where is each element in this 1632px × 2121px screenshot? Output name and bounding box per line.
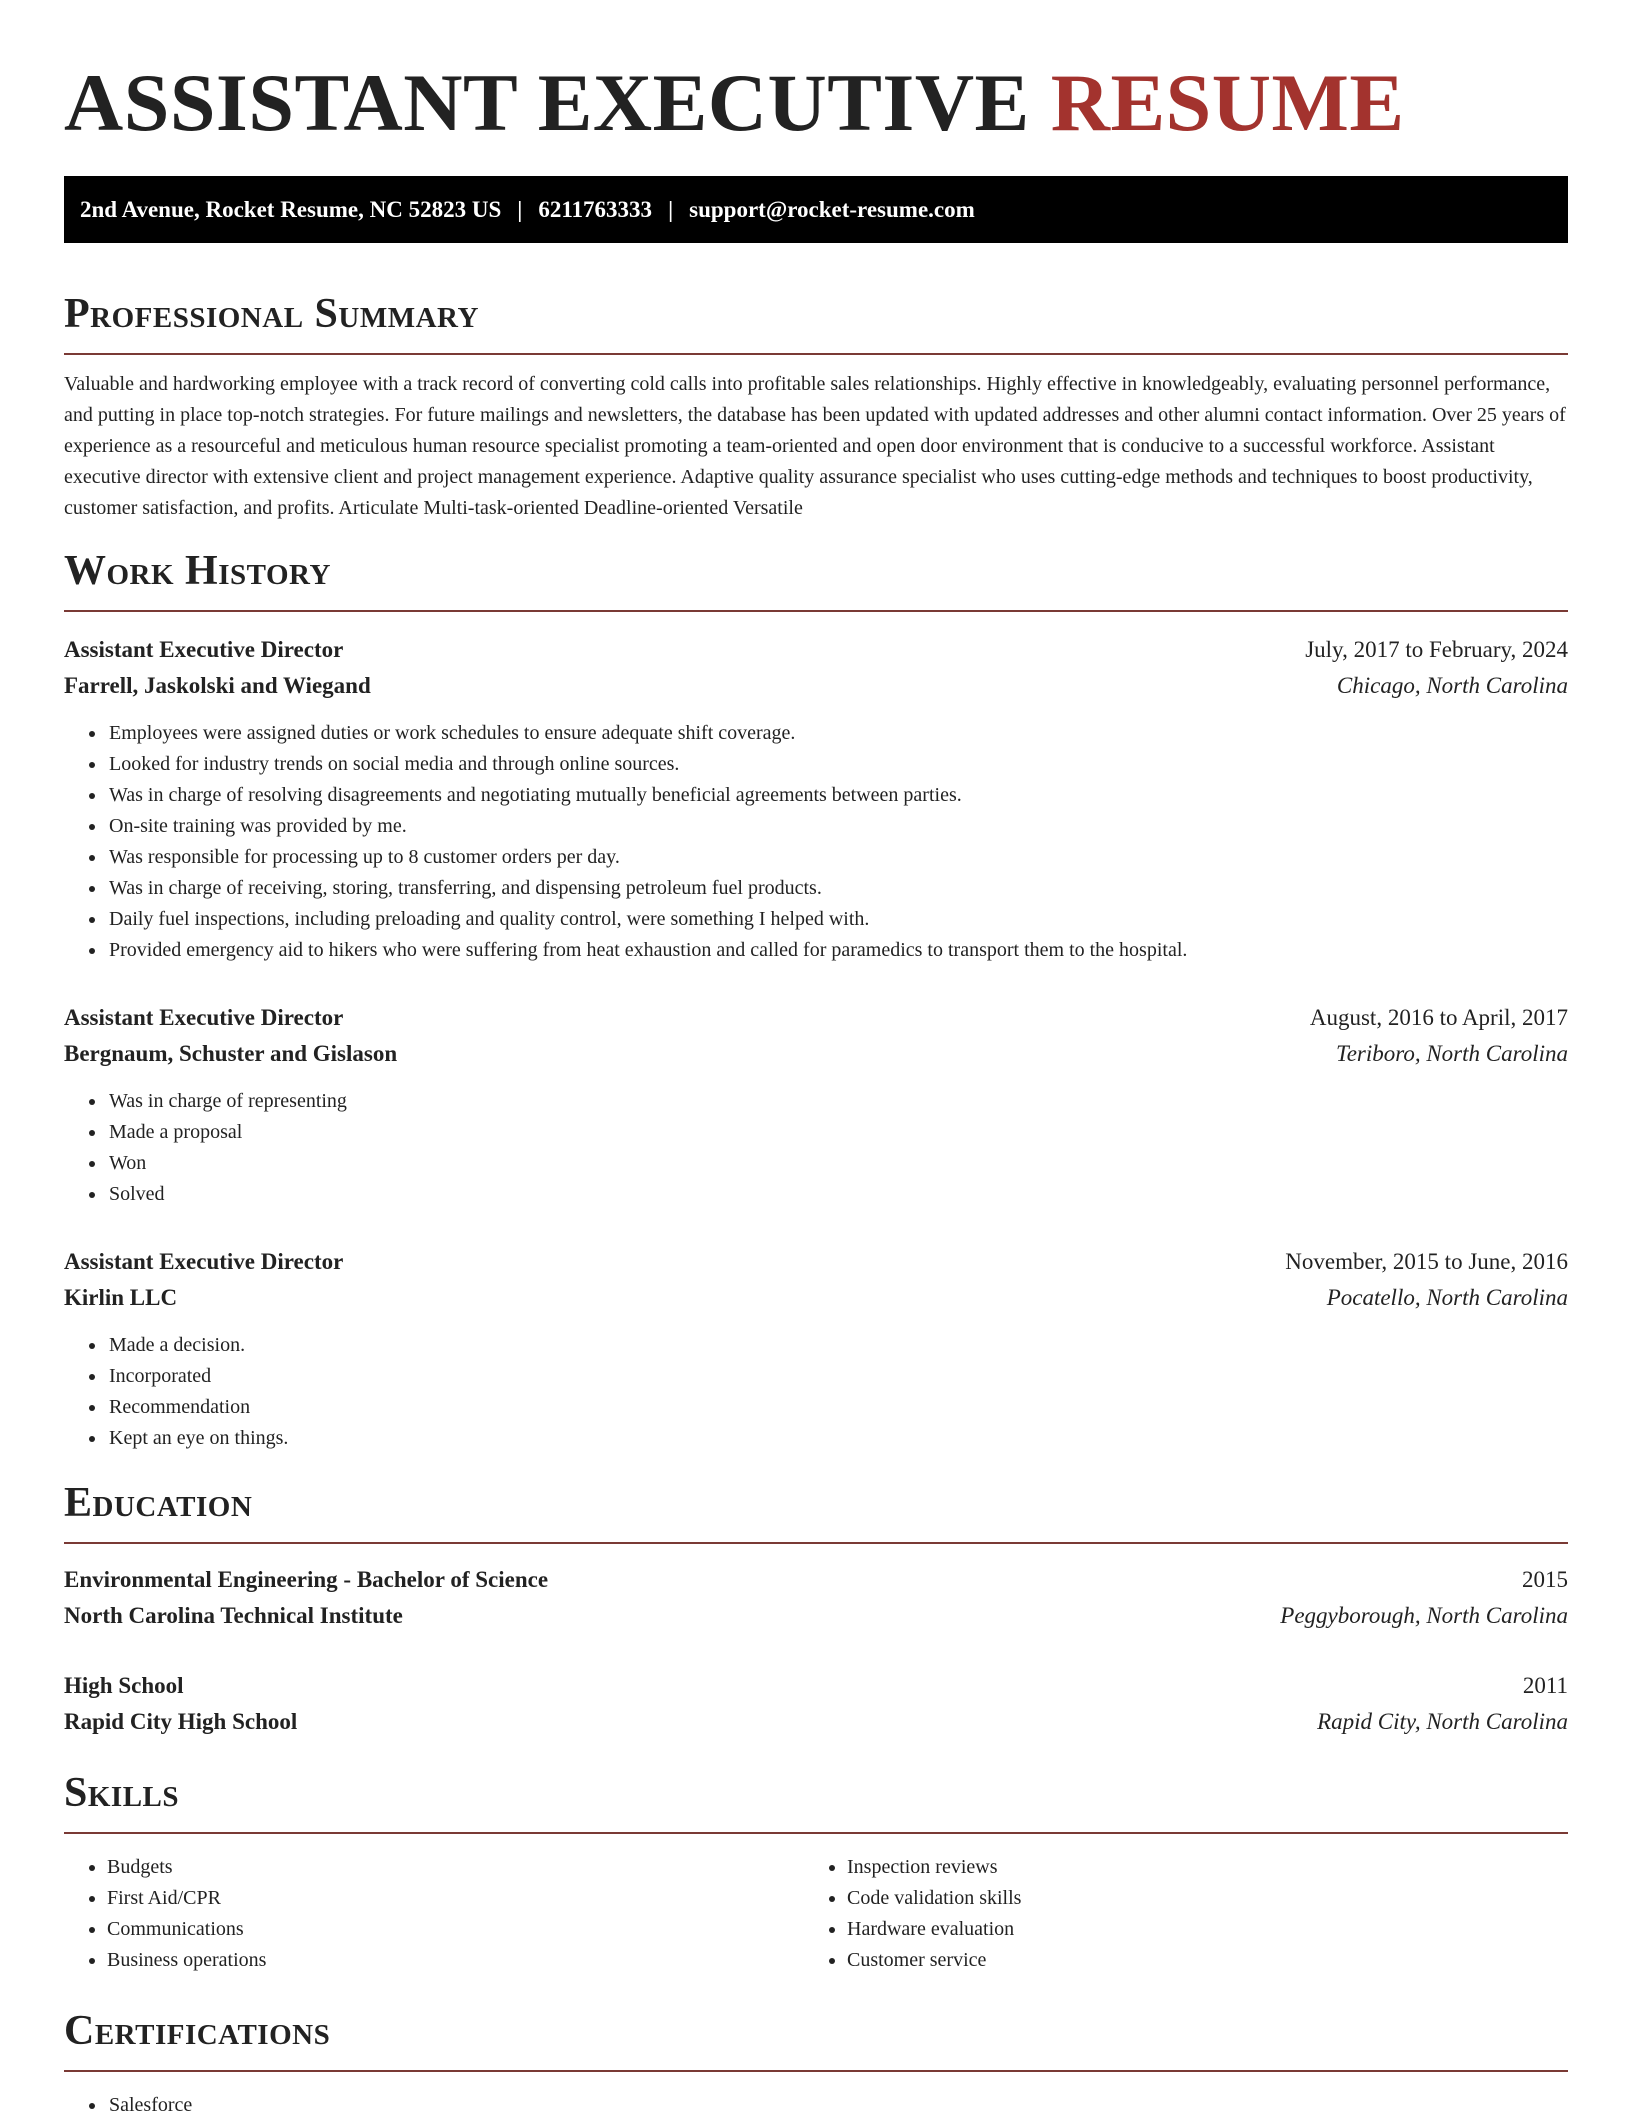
- section-divider: [64, 1832, 1568, 1834]
- job-bullet: • Won: [107, 1148, 1568, 1179]
- section-heading-skills: Skills: [64, 1770, 180, 1816]
- job-company-row: [64, 1280, 1568, 1316]
- education-degree: High School: [64, 1673, 184, 1698]
- skills-column-left: [64, 1852, 804, 1976]
- job-bullets: [64, 1330, 1568, 1454]
- job-header-row: [64, 1244, 1568, 1280]
- education-location: Peggyborough, North Carolina: [1280, 1603, 1568, 1628]
- education-school: Rapid City High School: [64, 1709, 298, 1734]
- education-degree-row: [64, 1668, 1568, 1704]
- job-header-row: [64, 632, 1568, 668]
- skills-grid: [64, 1852, 1568, 1976]
- job-bullet: • Was responsible for processing up to 8 customer orders per day.: [107, 842, 1568, 873]
- section-heading-certifications: Certifications: [64, 2008, 331, 2054]
- job-bullets: [64, 718, 1568, 966]
- contact-separator: |: [517, 196, 523, 222]
- job-bullet: • On-site training was provided by me.: [107, 811, 1568, 842]
- job-bullet: • Was in charge of representing: [107, 1086, 1568, 1117]
- contact-address: 2nd Avenue, Rocket Resume, NC 52823 US: [80, 196, 502, 222]
- job-bullet: • Recommendation: [107, 1392, 1568, 1423]
- skill-item: • Customer service: [847, 1945, 1544, 1976]
- job-bullet: • Was in charge of receiving, storing, transferring, and dispensing petroleum fuel products.: [107, 873, 1568, 904]
- job-entry: [64, 1000, 1568, 1210]
- job-bullet: • Looked for industry trends on social media and through online sources.: [107, 749, 1568, 780]
- section-heading-education: Education: [64, 1480, 253, 1526]
- education-degree-row: [64, 1562, 1568, 1598]
- work-history-section: [64, 546, 1568, 1454]
- contact-phone: 6211763333: [538, 196, 653, 222]
- skill-item: • First Aid/CPR: [107, 1883, 804, 1914]
- job-title: Assistant Executive Director: [64, 1005, 344, 1030]
- certification-item: • Salesforce: [107, 2090, 1568, 2121]
- job-bullet: • Was in charge of resolving disagreements and negotiating mutually beneficial agreements between parties.: [107, 780, 1568, 811]
- job-bullet: • Provided emergency aid to hikers who were suffering from heat exhaustion and called for paramedics to transport them to the hospital.: [107, 935, 1568, 966]
- job-entry: [64, 1244, 1568, 1454]
- resume-title: [64, 0, 1568, 151]
- job-bullets: [64, 1086, 1568, 1210]
- education-year: 2015: [1522, 1567, 1568, 1592]
- skill-item: • Budgets: [107, 1852, 804, 1883]
- job-bullet: • Daily fuel inspections, including preloading and quality control, were something I helped with.: [107, 904, 1568, 935]
- job-bullet: • Employees were assigned duties or work schedules to ensure adequate shift coverage.: [107, 718, 1568, 749]
- job-company: Farrell, Jaskolski and Wiegand: [64, 673, 371, 698]
- job-location: Chicago, North Carolina: [1336, 673, 1568, 698]
- contact-bar: [64, 176, 1568, 243]
- skills-column-right: [804, 1852, 1544, 1976]
- job-company: Kirlin LLC: [64, 1285, 178, 1310]
- education-school: North Carolina Technical Institute: [64, 1603, 403, 1628]
- job-company: Bergnaum, Schuster and Gislason: [64, 1041, 398, 1066]
- education-entry: [64, 1668, 1568, 1740]
- skill-item: • Code validation skills: [847, 1883, 1544, 1914]
- skill-item: • Inspection reviews: [847, 1852, 1544, 1883]
- contact-separator: |: [668, 196, 674, 222]
- summary-section: [64, 289, 1568, 524]
- skill-item: • Business operations: [107, 1945, 804, 1976]
- education-location: Rapid City, North Carolina: [1317, 1709, 1568, 1734]
- section-divider: [64, 610, 1568, 612]
- job-location: Pocatello, North Carolina: [1326, 1285, 1568, 1310]
- job-entry: [64, 632, 1568, 966]
- title-main: ASSISTANT EXECUTIVE: [64, 57, 1030, 148]
- section-divider: [64, 353, 1568, 355]
- education-section: [64, 1478, 1568, 1740]
- job-dates: August, 2016 to April, 2017: [1309, 1005, 1568, 1030]
- section-divider: [64, 2070, 1568, 2072]
- section-heading-summary: Professional Summary: [64, 291, 479, 337]
- summary-text: Valuable and hardworking employee with a track record of converting cold calls into profitable sales relationships. Highly effective in knowledgeably, evaluating personnel performance, and putting in place top-notch strategies. For future mailings and newsletters, the database has been updated with updated addresses and other alumni contact information. Over 25 years of experience as a resourceful and meticulous human resource specialist promoting a team-oriented and open door environment that is conducive to a successful workforce. Assistant executive director with extensive client and project management experience. Adaptive quality assurance specialist who uses cutting-edge methods and techniques to boost productivity, customer satisfaction, and profits. Articulate Multi-task-oriented Deadline-oriented Versatile: [64, 373, 1566, 519]
- job-bullet: • Solved: [107, 1179, 1568, 1210]
- contact-email: support@rocket-resume.com: [689, 196, 975, 222]
- education-year: 2011: [1522, 1673, 1568, 1698]
- job-title: Assistant Executive Director: [64, 637, 344, 662]
- education-school-row: [64, 1704, 1568, 1740]
- job-bullet: • Incorporated: [107, 1361, 1568, 1392]
- job-location: Teriboro, North Carolina: [1336, 1041, 1568, 1066]
- skill-item: • Communications: [107, 1914, 804, 1945]
- education-school-row: [64, 1598, 1568, 1634]
- skill-item: • Hardware evaluation: [847, 1914, 1544, 1945]
- section-divider: [64, 1542, 1568, 1544]
- section-heading-work-history: Work History: [64, 548, 331, 594]
- job-company-row: [64, 668, 1568, 704]
- skills-section: [64, 1768, 1568, 1976]
- job-title: Assistant Executive Director: [64, 1249, 344, 1274]
- job-bullet: • Made a proposal: [107, 1117, 1568, 1148]
- education-degree: Environmental Engineering - Bachelor of Science: [64, 1567, 549, 1592]
- job-dates: July, 2017 to February, 2024: [1305, 637, 1568, 662]
- job-header-row: [64, 1000, 1568, 1036]
- title-accent: RESUME: [1050, 57, 1405, 148]
- job-bullet: • Kept an eye on things.: [107, 1423, 1568, 1454]
- education-entry: [64, 1562, 1568, 1634]
- job-bullet: • Made a decision.: [107, 1330, 1568, 1361]
- job-dates: November, 2015 to June, 2016: [1285, 1249, 1568, 1274]
- certifications-section: [64, 2006, 1568, 2121]
- certifications-list: [64, 2090, 1568, 2121]
- job-company-row: [64, 1036, 1568, 1072]
